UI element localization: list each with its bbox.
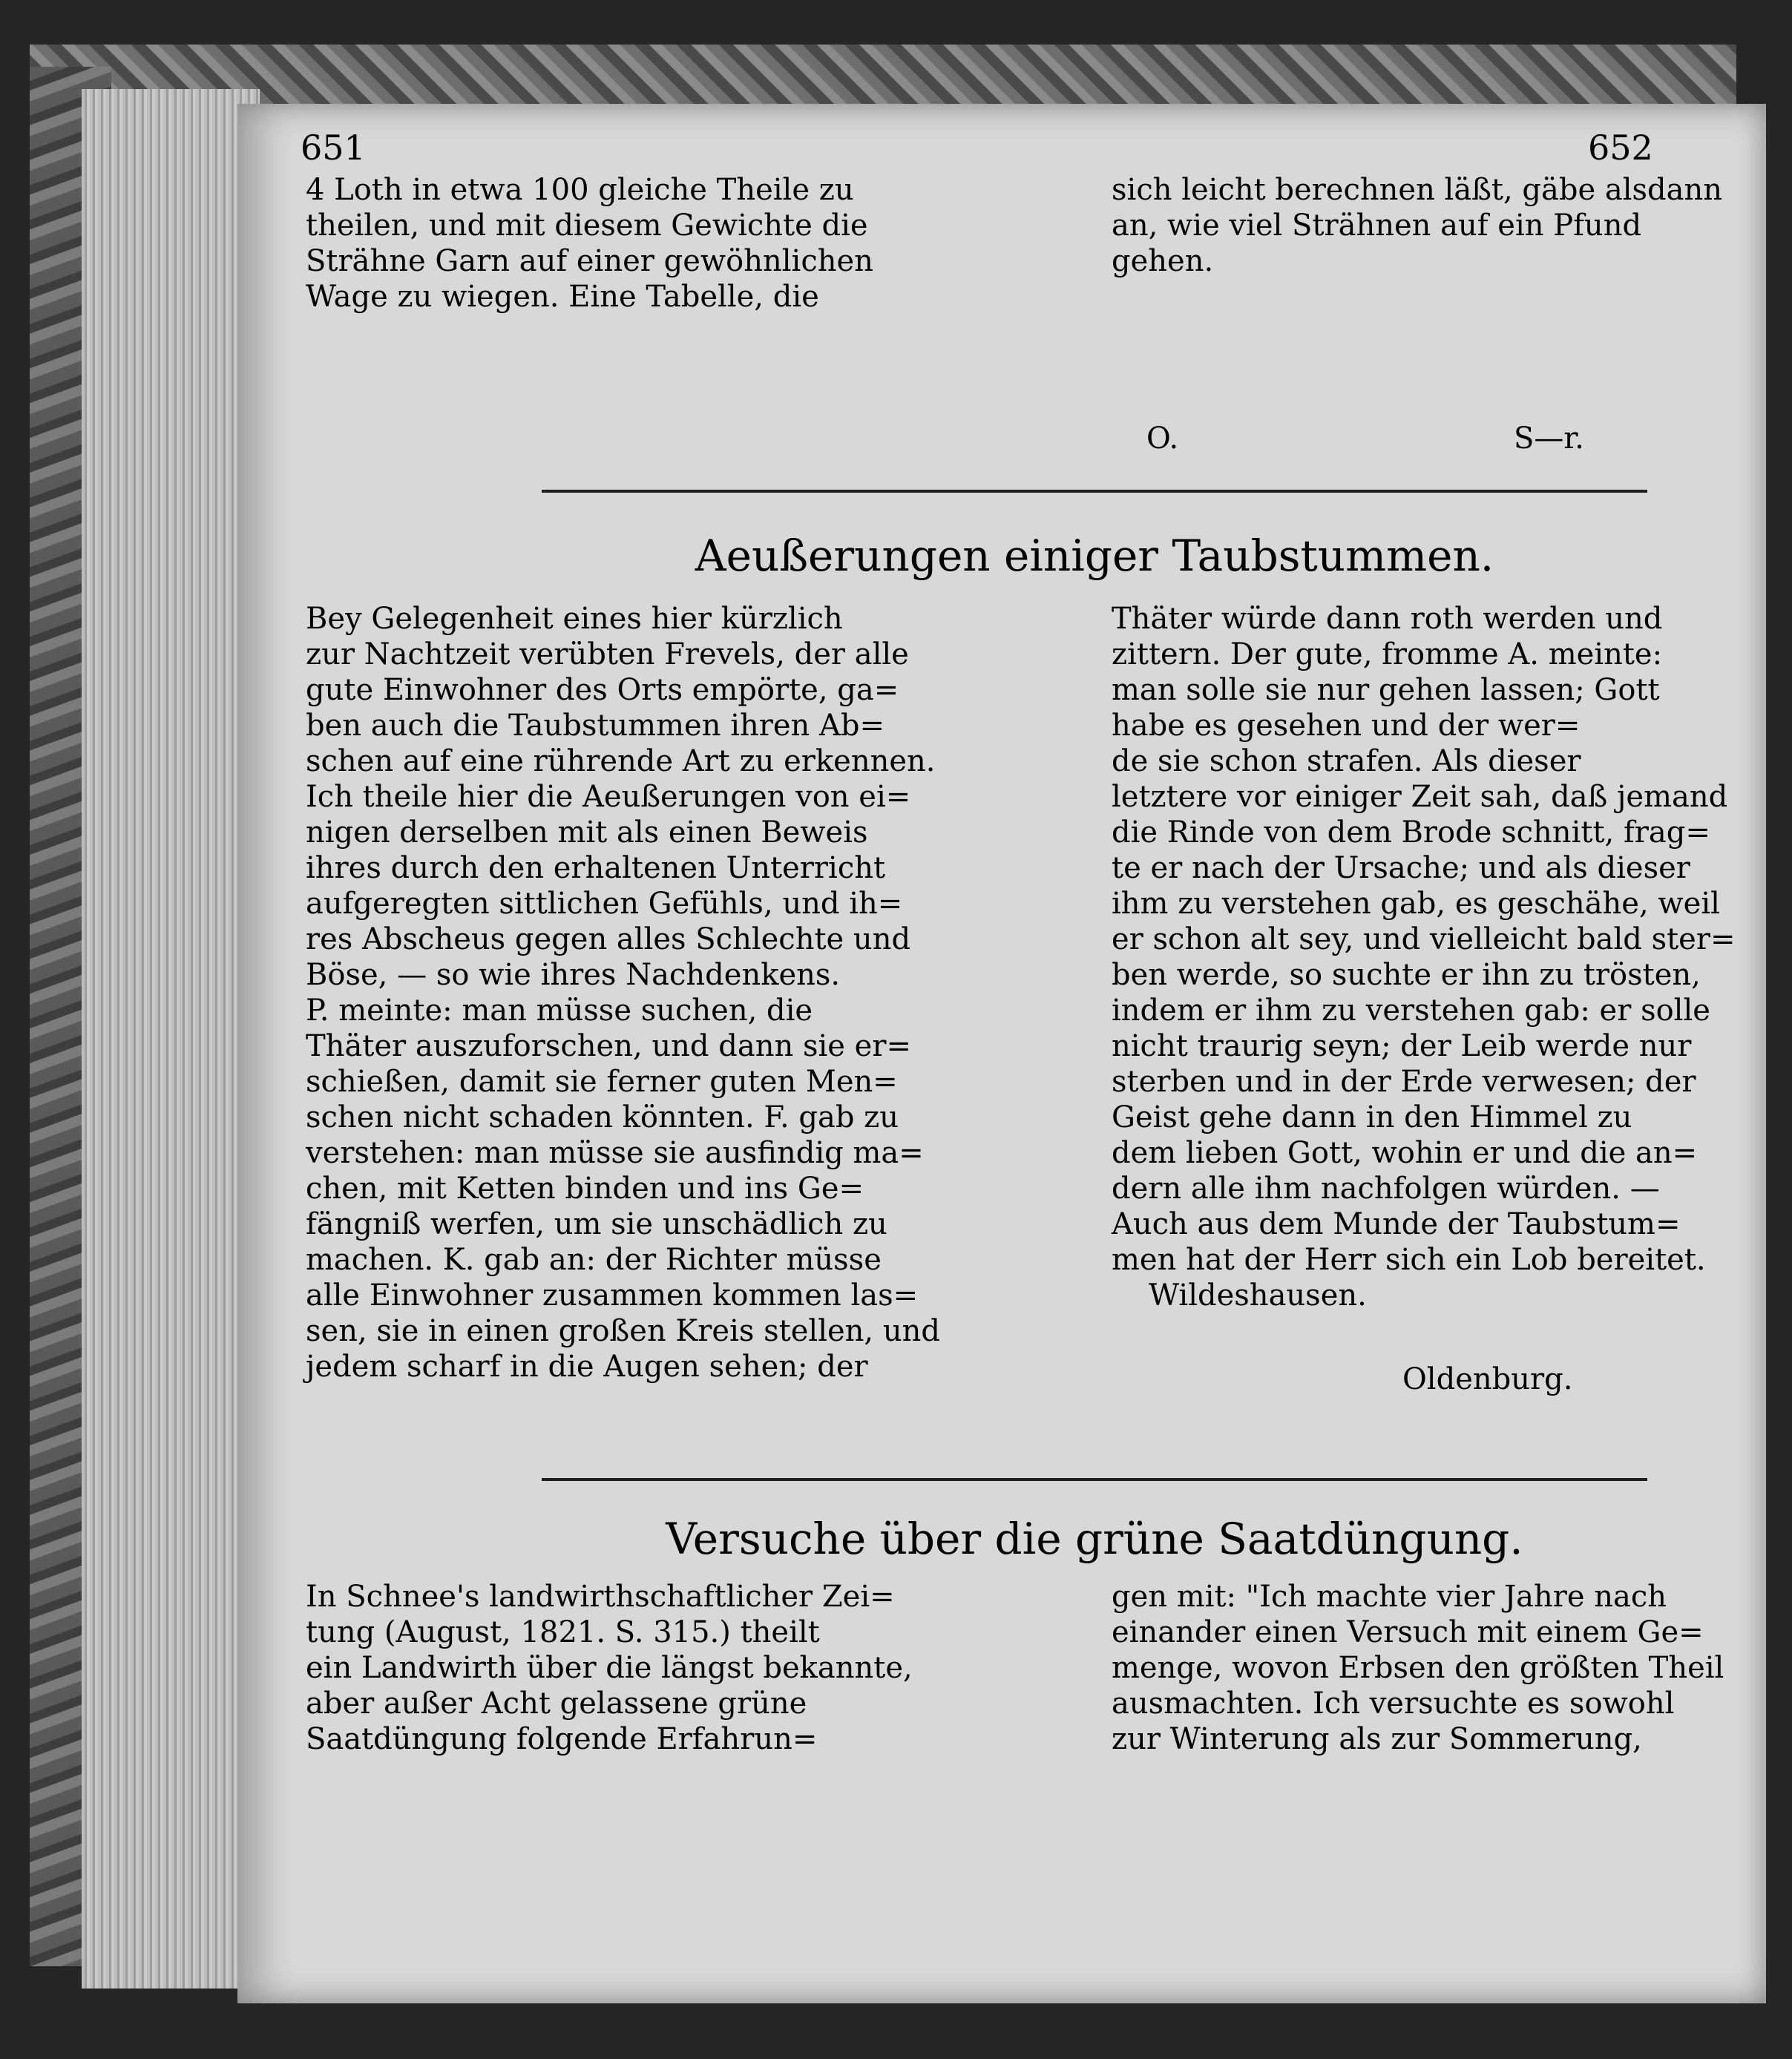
text-line: aufgeregten sittlichen Gefühls, und ih= [306,887,903,921]
page-block-edges [82,89,260,1989]
text-line: de sie schon strafen. Als dieser [1112,744,1581,778]
text-line: ein Landwirth über die längst bekannte, [306,1651,913,1685]
text-line: machen. K. gab an: der Richter müsse [306,1243,882,1277]
text-line: ausmachten. Ich versuchte es sowohl [1112,1687,1675,1721]
text-line: alle Einwohner zusammen kommen las= [306,1278,919,1313]
text-line: schen nicht schaden könnten. F. gab zu [306,1100,899,1134]
article1-signature: Oldenburg. [1402,1362,1573,1396]
text-line: men hat der Herr sich ein Lob bereitet. [1112,1243,1706,1277]
text-line: letztere vor einiger Zeit sah, daß jemand [1112,780,1728,814]
text-line: zittern. Der gute, fromme A. meinte: [1112,637,1663,671]
text-line: Strähne Garn auf einer gewöhnlichen [306,244,873,278]
page-number-left: 651 [301,128,366,168]
signature-initial: O. [1146,421,1179,456]
article2-left-column [306,1579,1077,1757]
signature-author: S—r. [1514,421,1584,456]
text-line: tung (August, 1821. S. 315.) theilt [306,1615,820,1649]
text-line: sterben und in der Erde verwesen; der [1112,1065,1696,1099]
top-left-column [306,172,1077,315]
text-line: er schon alt sey, und vielleicht bald ster= [1112,922,1736,956]
article1-right-column [1112,601,1736,1313]
text-line: res Abscheus gegen alles Schlechte und [306,922,911,956]
text-line: gen mit: "Ich machte vier Jahre nach [1112,1580,1667,1614]
article1-left-column [306,601,1077,1385]
top-right-column [1112,172,1723,279]
text-line: Saatdüngung folgende Erfahrun= [306,1722,818,1756]
text-line: ihm zu verstehen gab, es geschähe, weil [1112,887,1720,921]
text-line: dern alle ihm nachfolgen würden. — [1112,1172,1660,1206]
text-line: aber außer Acht gelassene grüne [306,1687,807,1721]
text-line: ben werde, so suchte er ihn zu trösten, [1112,958,1701,992]
text-line: schießen, damit sie ferner guten Men= [306,1065,898,1099]
text-line: In Schnee's landwirthschaftlicher Zei= [306,1580,895,1614]
text-line: Thäter auszuforschen, und dann sie er= [306,1029,911,1063]
text-line: dem lieben Gott, wohin er und die an= [1112,1136,1698,1170]
text-line: theilen, und mit diesem Gewichte die [306,208,868,243]
text-line: man solle sie nur gehen lassen; Gott [1112,673,1660,707]
text-line: fängniß werfen, um sie unschädlich zu [306,1207,887,1241]
text-line: gute Einwohner des Orts empörte, ga= [306,673,899,707]
text-line: Böse, — so wie ihres Nachdenkens. [306,958,841,992]
text-line: nigen derselben mit als einen Beweis [306,815,868,850]
text-line: habe es gesehen und der wer= [1112,709,1581,743]
text-line: gehen. [1112,244,1214,278]
text-line: P. meinte: man müsse suchen, die [306,994,813,1028]
text-line: schen auf eine rührende Art zu erkennen. [306,744,936,778]
text-line: verstehen: man müsse sie ausfindig ma= [306,1136,924,1170]
text-line: nicht traurig seyn; der Leib werde nur [1112,1029,1692,1063]
text-line: die Rinde von dem Brode schnitt, frag= [1112,815,1710,850]
text-line: ben auch die Taubstummen ihren Ab= [306,709,885,743]
text-line: sich leicht berechnen läßt, gäbe alsdann [1112,173,1723,207]
text-line: jedem scharf in die Augen sehen; der [306,1350,868,1384]
text-line: Bey Gelegenheit eines hier kürzlich [306,602,843,636]
text-line: Geist gehe dann in den Himmel zu [1112,1100,1632,1134]
text-line: te er nach der Ursache; und als dieser [1112,851,1690,885]
text-line: Auch aus dem Munde der Taubstum= [1112,1207,1681,1241]
text-line: Wildeshausen. [1149,1278,1367,1313]
article2-right-column [1112,1579,1724,1757]
text-line: ihres durch den erhaltenen Unterricht [306,851,886,885]
text-line: an, wie viel Strähnen auf ein Pfund [1112,208,1642,243]
text-line: menge, wovon Erbsen den größten Theil [1112,1651,1724,1685]
text-line: 4 Loth in etwa 100 gleiche Theile zu [306,173,854,207]
section-divider [542,490,1647,493]
section-divider [542,1478,1647,1481]
text-line: einander einen Versuch mit einem Ge= [1112,1615,1704,1649]
text-line: zur Nachtzeit verübten Frevels, der alle [306,637,909,671]
article-title: Aeußerungen einiger Taubstummen. [695,531,1494,581]
text-line: indem er ihm zu verstehen gab: er solle [1112,994,1710,1028]
article-title: Versuche über die grüne Saatdüngung. [666,1514,1523,1564]
text-line: zur Winterung als zur Sommerung, [1112,1722,1642,1756]
text-line: sen, sie in einen großen Kreis stellen, und [306,1314,940,1348]
text-line: Ich theile hier die Aeußerungen von ei= [306,780,911,814]
text-line: Wage zu wiegen. Eine Tabelle, die [306,280,819,314]
page-number-right: 652 [1588,128,1653,168]
text-line: chen, mit Ketten binden und ins Ge= [306,1172,864,1206]
text-line: Thäter würde dann roth werden und [1112,602,1663,636]
